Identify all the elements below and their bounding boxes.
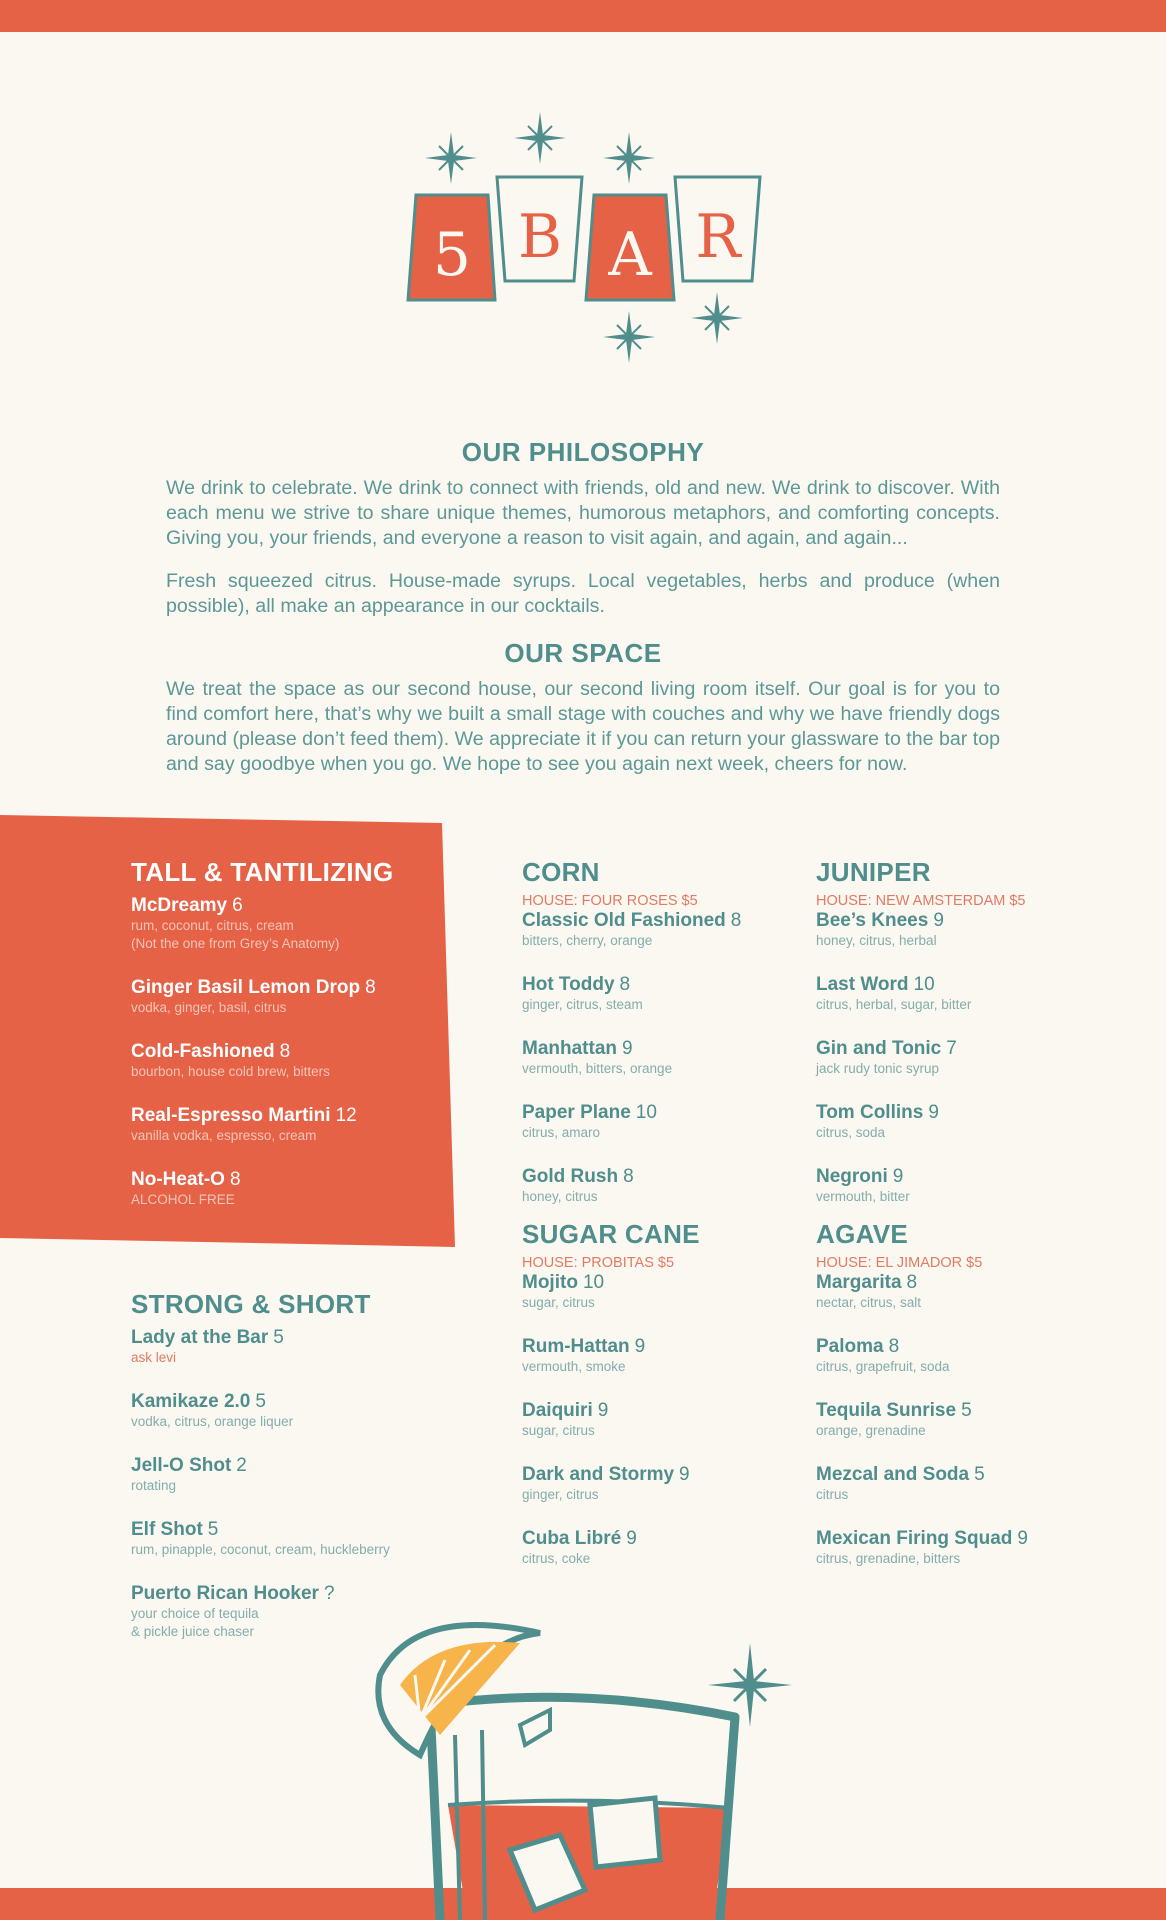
sparkle-icon xyxy=(425,132,477,184)
item-description: citrus, coke xyxy=(522,1551,591,1566)
item-price: 5 xyxy=(974,1464,985,1485)
item-description: rum, pinapple, coconut, cream, huckleberry xyxy=(131,1542,390,1557)
category-title: JUNIPER xyxy=(816,857,931,887)
item-name: Gold Rush xyxy=(522,1166,619,1187)
item-name: Lady at the Bar xyxy=(131,1327,269,1348)
item-price: 9 xyxy=(679,1464,690,1485)
category-title: CORN xyxy=(522,857,600,887)
item-description: orange, grenadine xyxy=(816,1423,926,1438)
item-description: citrus xyxy=(816,1487,849,1502)
item-name: Kamikaze 2.0 xyxy=(131,1391,251,1412)
item-price: 9 xyxy=(928,1102,939,1123)
menu-item xyxy=(131,1105,401,1145)
item-note: & pickle juice chaser xyxy=(131,1624,255,1639)
item-price: 8 xyxy=(365,977,376,998)
item-name: Jell-O Shot xyxy=(131,1455,232,1476)
item-price: 7 xyxy=(946,1038,957,1059)
house-spirit: HOUSE: FOUR ROSES $5 xyxy=(522,893,698,909)
item-name: Margarita xyxy=(816,1272,902,1293)
item-name: Classic Old Fashioned xyxy=(522,910,726,931)
item-price: 9 xyxy=(892,1166,904,1187)
category-title: SUGAR CANE xyxy=(522,1219,700,1249)
menu-item xyxy=(131,1041,401,1081)
item-name: Real-Espresso Martini xyxy=(131,1105,331,1126)
menu-item xyxy=(131,977,401,1017)
menu-item xyxy=(522,1464,792,1504)
item-description: citrus, herbal, sugar, bitter xyxy=(816,997,972,1012)
item-name: Dark and Stormy xyxy=(522,1464,675,1485)
item-description: vermouth, bitter xyxy=(816,1189,910,1204)
menu-item xyxy=(816,1272,1116,1312)
menu-item xyxy=(131,1519,431,1559)
item-description: jack rudy tonic syrup xyxy=(816,1061,940,1076)
menu-item xyxy=(131,895,401,953)
menu-item xyxy=(816,1400,1116,1440)
menu-item xyxy=(522,1038,792,1078)
category-title: AGAVE xyxy=(816,1219,909,1249)
sparkle-icon xyxy=(514,112,566,164)
sparkle-icon xyxy=(603,132,655,184)
item-name: Tom Collins xyxy=(816,1102,924,1123)
house-spirit: HOUSE: NEW AMSTERDAM $5 xyxy=(816,893,1026,909)
menu-item xyxy=(131,1391,431,1431)
item-description: citrus, soda xyxy=(816,1125,886,1140)
space-title: OUR SPACE xyxy=(504,638,662,668)
item-price: 9 xyxy=(634,1336,646,1357)
item-price: 8 xyxy=(730,910,742,931)
logo-letter: A xyxy=(608,220,652,290)
category-title: STRONG & SHORT xyxy=(131,1289,371,1319)
item-price: 9 xyxy=(597,1400,609,1421)
item-price: 8 xyxy=(229,1169,241,1190)
cocktail-glass-illustration xyxy=(360,1605,800,1920)
item-price: 2 xyxy=(236,1455,247,1476)
item-description: vermouth, bitters, orange xyxy=(522,1061,673,1076)
item-name: McDreamy xyxy=(131,895,228,916)
item-description: your choice of tequila xyxy=(131,1606,259,1621)
item-price: 5 xyxy=(207,1519,219,1540)
item-description: honey, citrus xyxy=(522,1189,598,1204)
item-name: Cold-Fashioned xyxy=(131,1041,275,1062)
item-name: Mexican Firing Squad xyxy=(816,1528,1013,1549)
item-description: citrus, grapefruit, soda xyxy=(816,1359,950,1374)
menu-item xyxy=(816,1528,1116,1568)
five-bar-logo xyxy=(390,105,780,375)
sparkle-icon xyxy=(603,311,655,363)
logo-letter: 5 xyxy=(432,220,472,290)
item-description: citrus, amaro xyxy=(522,1125,601,1140)
item-price: ? xyxy=(323,1583,335,1604)
item-name: Mezcal and Soda xyxy=(816,1464,970,1485)
item-name: No-Heat-O xyxy=(131,1169,225,1190)
item-price: 5 xyxy=(255,1391,266,1412)
item-description: vodka, citrus, orange liquer xyxy=(131,1414,294,1429)
item-description: ALCOHOL FREE xyxy=(131,1192,235,1207)
menu-section-juniper xyxy=(816,857,1086,1206)
logo-letter: R xyxy=(695,202,741,272)
menu-section-tall xyxy=(131,857,401,1209)
menu-item xyxy=(522,1102,792,1142)
sparkle-icon xyxy=(691,292,743,344)
philosophy-title: OUR PHILOSOPHY xyxy=(461,437,705,467)
item-name: Puerto Rican Hooker xyxy=(131,1583,319,1604)
item-description: bitters, cherry, orange xyxy=(522,933,653,948)
item-name: Rum-Hattan xyxy=(522,1336,630,1357)
item-description: honey, citrus, herbal xyxy=(816,933,937,948)
item-name: Cuba Libré xyxy=(522,1528,622,1549)
menu-item xyxy=(816,1336,1116,1376)
item-description: ask levi xyxy=(131,1350,177,1365)
item-description: citrus, grenadine, bitters xyxy=(816,1551,961,1566)
item-name: Manhattan xyxy=(522,1038,617,1059)
item-price: 8 xyxy=(623,1166,634,1187)
item-price: 9 xyxy=(622,1038,633,1059)
top-color-band xyxy=(0,0,1166,32)
item-description: nectar, citrus, salt xyxy=(816,1295,922,1310)
item-name: Mojito xyxy=(522,1272,578,1293)
house-spirit: HOUSE: PROBITAS $5 xyxy=(522,1255,675,1271)
menu-item xyxy=(131,1327,431,1367)
menu-item xyxy=(131,1169,401,1209)
item-name: Bee’s Knees xyxy=(816,910,929,931)
item-description: sugar, citrus xyxy=(522,1295,595,1310)
item-description: bourbon, house cold brew, bitters xyxy=(131,1064,330,1079)
item-name: Gin and Tonic xyxy=(816,1038,942,1059)
item-name: Daiquiri xyxy=(522,1400,593,1421)
item-description: sugar, citrus xyxy=(522,1423,595,1438)
item-name: Elf Shot xyxy=(131,1519,203,1540)
menu-section-corn xyxy=(522,857,792,1206)
item-description: rum, coconut, citrus, cream xyxy=(131,918,294,933)
menu-item xyxy=(816,1102,1086,1142)
item-price: 9 xyxy=(933,910,944,931)
menu-item xyxy=(816,1038,1086,1078)
item-price: 8 xyxy=(279,1041,291,1062)
house-spirit: HOUSE: EL JIMADOR $5 xyxy=(816,1255,983,1271)
item-description: vodka, ginger, basil, citrus xyxy=(131,1000,287,1015)
item-description: vanilla vodka, espresso, cream xyxy=(131,1128,317,1143)
menu-item xyxy=(522,1528,792,1568)
item-price: 8 xyxy=(888,1336,900,1357)
menu-item xyxy=(522,910,792,950)
logo-letter: B xyxy=(517,202,563,272)
menu-item xyxy=(522,1272,792,1312)
item-name: Last Word xyxy=(816,974,909,995)
space-paragraph: We treat the space as our second house, our second living room itself. Our goal is for you to find comfort here, that’s why we built a small stage with couches and why we have friendly dogs around (please don’t feed them). We appreciate it if you can return your glassware to the bar top and say goodbye when you go. We hope to see you again next week, cheers for now. xyxy=(166,678,1000,775)
menu-item xyxy=(816,974,1086,1014)
item-price: 8 xyxy=(619,974,631,995)
item-price: 12 xyxy=(335,1105,357,1126)
item-price: 10 xyxy=(582,1272,605,1293)
item-price: 10 xyxy=(635,1102,657,1123)
menu-item xyxy=(816,910,1086,950)
item-price: 9 xyxy=(626,1528,637,1549)
menu-section-agave xyxy=(816,1219,1116,1568)
item-price: 9 xyxy=(1017,1528,1028,1549)
item-name: Negroni xyxy=(816,1166,888,1187)
item-name: Paper Plane xyxy=(522,1102,631,1123)
item-price: 8 xyxy=(906,1272,918,1293)
menu-item xyxy=(522,1400,792,1440)
item-price: 5 xyxy=(961,1400,972,1421)
menu-section-sugar-cane xyxy=(522,1219,792,1568)
item-price: 6 xyxy=(232,895,243,916)
item-name: Hot Toddy xyxy=(522,974,615,995)
menu-item xyxy=(816,1464,1116,1504)
menu-item xyxy=(522,1166,792,1206)
item-price: 10 xyxy=(913,974,935,995)
menu-item xyxy=(522,1336,792,1376)
item-price: 5 xyxy=(273,1327,284,1348)
item-name: Tequila Sunrise xyxy=(816,1400,957,1421)
item-name: Ginger Basil Lemon Drop xyxy=(131,977,361,998)
philosophy-paragraph: We drink to celebrate. We drink to connect with friends, old and new. We drink to discover. With each menu we strive to share unique themes, humorous metaphors, and comforting concepts. Giving you, your friends, and everyone a reason to visit again, and again, and again... xyxy=(166,477,1000,549)
item-description: rotating xyxy=(131,1478,177,1493)
menu-item xyxy=(816,1166,1086,1206)
philosophy-paragraph: Fresh squeezed citrus. House-made syrups. Local vegetables, herbs and produce (when possible), all make an appearance in our cocktails. xyxy=(166,570,1000,617)
menu-item xyxy=(522,974,792,1014)
item-description: vermouth, smoke xyxy=(522,1359,626,1374)
item-description: ginger, citrus, steam xyxy=(522,997,643,1012)
item-note: (Not the one from Grey’s Anatomy) xyxy=(131,936,340,951)
item-name: Paloma xyxy=(816,1336,884,1357)
category-title: TALL & TANTILIZING xyxy=(131,857,394,887)
menu-item xyxy=(131,1455,431,1495)
item-description: ginger, citrus xyxy=(522,1487,599,1502)
menu-section-strong xyxy=(131,1289,431,1641)
